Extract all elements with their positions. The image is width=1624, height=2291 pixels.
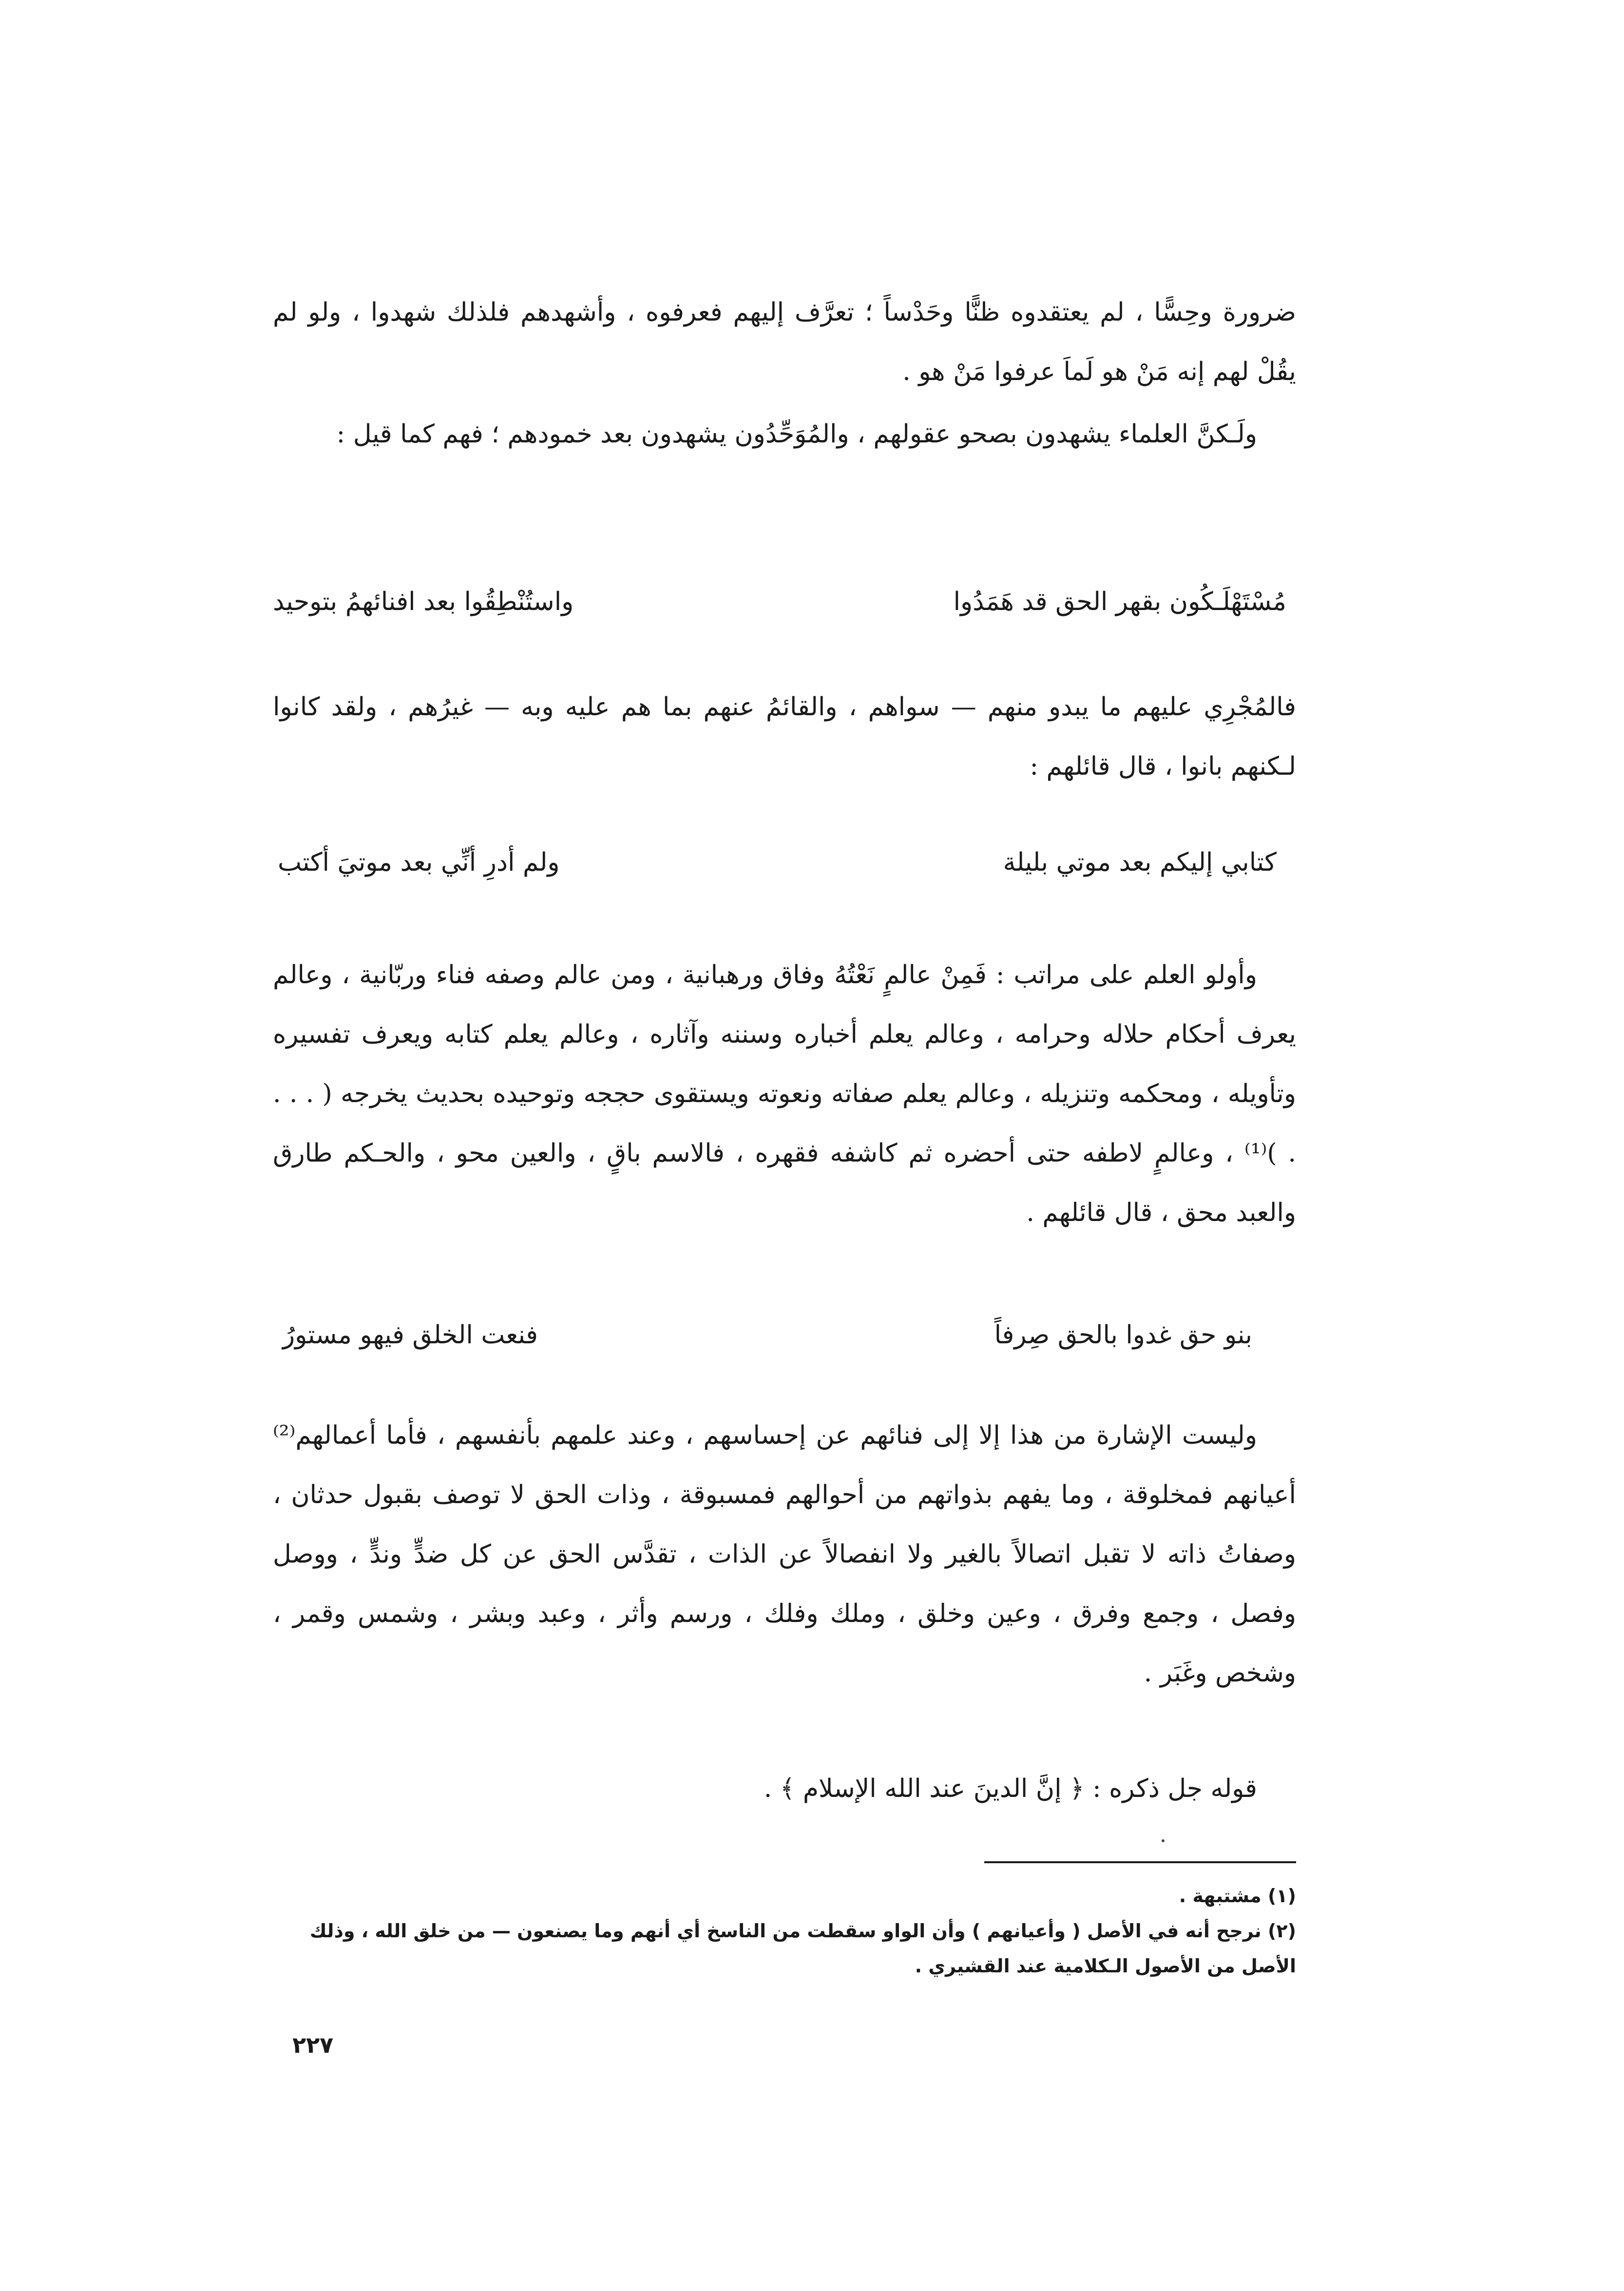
paragraph-6: قوله جل ذكره : ﴿ إنَّ الدينَ عند الله الإسلام ﴾ .: [764, 1774, 1257, 1803]
paragraph-1: ضرورة وحِسًّا ، لم يعتقدوه ظنًّا وحَدْساً ؛ تعرَّف إليهم فعرفوه ، وأشهدهم فلذلك شهدوا ، ولو لم يقُلْ لهم إنه مَنْ هو لَماَ عرفوا مَنْ هو .: [273, 298, 1296, 386]
verse-3-second-hemistich: فنعت الخلق فيهو مستورُ: [283, 1320, 538, 1350]
paragraph-4: وأولو العلم على مراتب : فَمِنْ عالمٍ نَعْتُهُ وفاق ورهبانية ، ومن عالم وصفه فناء وربّانية ، وعالم يعرف أحكام حلاله وحرامه ، وعالم يعلم أخباره وسننه وآثاره ، وعالم يعلم كتابه ويعرف تفسيره وتأويله ، ومحكمه وتنزيله ، وعالم يعلم صفاته ونعوته ويستقوى حججه وتوحيده بحديث يخرجه ( . . . . )⁽¹⁾ ، وعالمٍ لاطفه حتى أحضره ثم كاشفه فقهره ، فالاسم باقٍ ، والعين محو ، والحـكم طارق والعبد محق ، قال قائلهم .: [273, 960, 1296, 1227]
book-page: [273, 273, 1296, 2076]
verse-2-first-hemistich: كتابي إليكم بعد موتي بليلة: [1003, 848, 1277, 877]
footnote-separator: [984, 1861, 1296, 1863]
verse-1-second-hemistich: واستُنْطِقُوا بعد افنائهمُ بتوحيد: [273, 587, 574, 616]
paragraph-5: وليست الإشارة من هذا إلا إلى فنائهم عن إحساسهم ، وعند علمهم بأنفسهم ، فأما أعمالهم⁽²⁾ أعيانهم فمخلوقة ، وما يفهم بذواتهم من أحوالهم فمسبوقة ، وذات الحق لا توصف بقبول حدثان ، وصفاتُ ذاته لا تقبل اتصالاً بالغير ولا انفصالاً عن الذات ، تقدَّس الحق عن كل ضدٍّ وندٍّ ، ووصل وفصل ، وجمع وفرق ، وعين وخلق ، وملك وفلك ، ورسم وأثر ، وعبد وبشر ، وشمس وقمر ، وشخص وغَبَر .: [273, 1421, 1296, 1688]
footnote-1: (١) مشتبهة .: [1179, 1885, 1296, 1907]
paragraph-2: ولَـكنَّ العلماء يشهدون بصحو عقولهم ، والمُوَحِّدُون يشهدون بعد خمودهم ؛ فهم كما قيل :: [336, 420, 1257, 449]
paragraph-3: فالمُجْرِي عليهم ما يبدو منهم — سواهم ، والقائمُ عنهم بما هم عليه وبه — غيرُهم ، ولقد كانوا لـكنهم بانوا ، قال قائلهم :: [273, 692, 1296, 781]
verse-3-first-hemistich: بنو حق غدوا بالحق صِرفاً: [994, 1320, 1252, 1350]
page-number: ٢٢٧: [292, 2032, 334, 2058]
verse-1-first-hemistich: مُسْتَهْلَـكُون بقهر الحق قد هَمَدُوا: [953, 587, 1286, 616]
footnote-2: (٢) نرجح أنه في الأصل ( وأعيانهم ) وأن الواو سقطت من الناسخ أي أنهم وما يصنعون — من خلق الله ، وذلك الأصل من الأصول الـكلامية عند القشيري .: [309, 1920, 1296, 1977]
verse-2-second-hemistich: ولم أدرِ أنِّي بعد موتيَ أكتب: [278, 848, 560, 877]
print-speck: [1162, 1839, 1165, 1842]
